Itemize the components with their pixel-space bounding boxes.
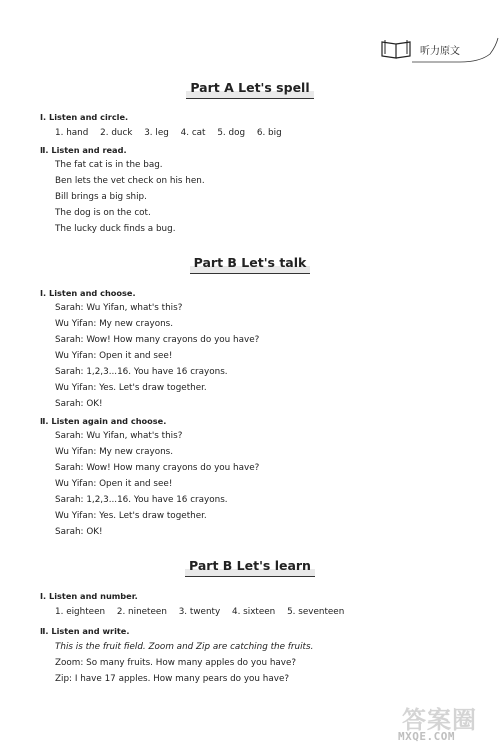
dialogue-line: Wu Yifan: Yes. Let's draw together. <box>55 383 207 393</box>
option: 2. nineteen <box>116 607 167 617</box>
option: 1. hand <box>55 128 89 138</box>
text-line: This is the fruit field. Zoom and Zip are catching the fruits. <box>55 642 314 652</box>
dialogue-line: Wu Yifan: Open it and see! <box>55 351 173 361</box>
dialogue-line: Wu Yifan: Yes. Let's draw together. <box>55 511 207 521</box>
dialogue-line: Sarah: Wu Yifan, what's this? <box>55 431 183 441</box>
option: 6. big <box>256 128 282 138</box>
text-line: The dog is on the cot. <box>55 208 151 218</box>
dialogue-line: Wu Yifan: My new crayons. <box>55 447 174 457</box>
text-line: The lucky duck finds a bug. <box>55 224 176 234</box>
option: 4. cat <box>180 128 206 138</box>
dialogue-line: Sarah: Wow! How many crayons do you have? <box>55 463 260 473</box>
part-b-talk-s2-heading: Ⅱ. Listen again and choose. <box>40 416 167 426</box>
part-b-talk-s1-heading: Ⅰ. Listen and choose. <box>40 288 136 298</box>
text-line: The fat cat is in the bag. <box>55 160 163 170</box>
option: 2. duck <box>100 128 133 138</box>
part-a-s2-heading: Ⅱ. Listen and read. <box>40 145 127 155</box>
dialogue-line: Zip: I have 17 apples. How many pears do you have? <box>55 674 290 684</box>
text-line: Bill brings a big ship. <box>55 192 147 202</box>
part-b-learn-title: Part B Let's learn <box>0 558 500 577</box>
watermark-logo: 答案圈 <box>402 706 477 734</box>
dialogue-line: Zoom: So many fruits. How many apples do you have? <box>55 658 297 668</box>
book-icon <box>380 38 414 60</box>
header-label: 听力原文 <box>420 46 460 57</box>
dialogue-line: Sarah: Wow! How many crayons do you have? <box>55 335 260 345</box>
dialogue-line: Sarah: OK! <box>55 399 103 409</box>
watermark-url: MXQE.COM <box>398 730 455 743</box>
option: 5. dog <box>217 128 246 138</box>
dialogue-line: Sarah: 1,2,3...16. You have 16 crayons. <box>55 367 228 377</box>
text-line: Ben lets the vet check on his hen. <box>55 176 205 186</box>
part-a-s1-options <box>55 128 291 138</box>
dialogue-line: Sarah: 1,2,3...16. You have 16 crayons. <box>55 495 228 505</box>
option: 4. sixteen <box>231 607 276 617</box>
page-header <box>380 36 500 66</box>
part-b-learn-s1-heading: Ⅰ. Listen and number. <box>40 591 138 601</box>
dialogue-line: Sarah: OK! <box>55 527 103 537</box>
part-b-learn-s2-heading: Ⅱ. Listen and write. <box>40 626 130 636</box>
option: 3. leg <box>144 128 169 138</box>
option: 5. seventeen <box>287 607 345 617</box>
part-a-s1-heading: Ⅰ. Listen and circle. <box>40 112 129 122</box>
dialogue-line: Wu Yifan: My new crayons. <box>55 319 174 329</box>
option: 3. twenty <box>178 607 221 617</box>
option: 1. eighteen <box>55 607 106 617</box>
dialogue-line: Wu Yifan: Open it and see! <box>55 479 173 489</box>
part-b-talk-title: Part B Let's talk <box>0 255 500 274</box>
part-b-learn-s1-options <box>55 607 353 617</box>
part-a-title: Part A Let's spell <box>0 80 500 99</box>
dialogue-line: Sarah: Wu Yifan, what's this? <box>55 303 183 313</box>
